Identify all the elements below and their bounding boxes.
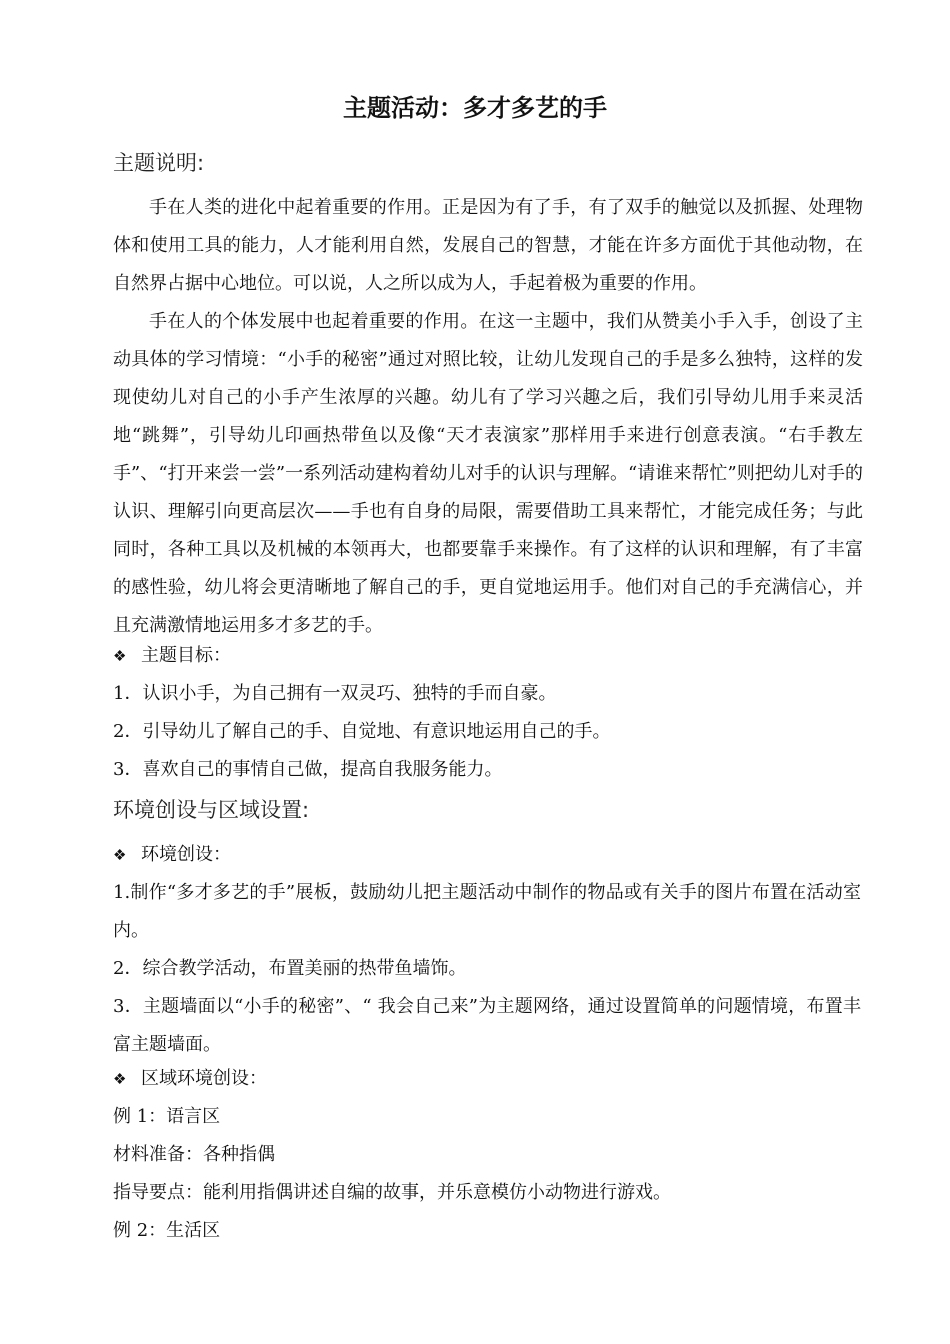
page-title: 主题活动：多才多艺的手 (343, 94, 607, 122)
goal-item-3: 3．喜欢自己的事情自己做，提高自我服务能力。 (113, 759, 503, 780)
area-example-2: 例 2：生活区 (113, 1220, 221, 1241)
area-guidance: 指导要点：能利用指偶讲述自编的故事，并乐意模仿小动物进行游戏。 (113, 1182, 671, 1203)
area-example-1: 例 1：语言区 (113, 1106, 221, 1127)
goal-item-2: 2．引导幼儿了解自己的手、自觉地、有意识地运用自己的手。 (113, 721, 611, 742)
area-label: 区域环境创设： (141, 1068, 267, 1089)
area-subheading (113, 1060, 873, 1098)
theme-paragraph-2: 手在人的个体发展中也起着重要的作用。在这一主题中，我们从赞美小手入手，创设了主动具体的学习情境：“小手的秘密”通过对照比较，让幼儿发现自己的手是多么独特，这样的发现使幼儿对自己的小手产生浓厚的兴趣。幼儿有了学习兴趣之后，我们引导幼儿用手来灵活地“跳舞”，引导幼儿印画热带鱼以及像“天才表演家”那样用手来进行创意表演。“右手教左手”、“打开来尝一尝”一系列活动建构着幼儿对手的认识与理解。“请谁来帮忙”则把幼儿对手的认识、理解引向更高层次——手也有自身的局限，需要借助工具来帮忙，才能完成任务；与此同时，各种工具以及机械的本领再大，也都要靠手来操作。有了这样的认识和理解，有了丰富的感性验，幼儿将会更清晰地了解自己的手，更自觉地运用手。他们对自己的手充满信心，并且充满激情地运用多才多艺的手。 (113, 311, 863, 636)
diamond-bullet-icon: ❖ (113, 1070, 127, 1088)
env-item-3: 3．主题墙面以“小手的秘密”、“ 我会自己来”为主题网络，通过设置简单的问题情境，布置丰富主题墙面。 (113, 996, 861, 1055)
env-item-2: 2．综合教学活动，布置美丽的热带鱼墙饰。 (113, 958, 467, 979)
goals-label: 主题目标： (141, 645, 231, 666)
diamond-bullet-icon: ❖ (113, 846, 127, 864)
theme-heading: 主题说明: (113, 151, 205, 175)
env-heading: 环境创设与区域设置: (113, 798, 310, 822)
env-label: 环境创设： (141, 844, 231, 865)
goals-heading (113, 637, 873, 675)
env-subheading (113, 836, 873, 874)
diamond-bullet-icon: ❖ (113, 647, 127, 665)
env-item-1: 1.制作“多才多艺的手”展板，鼓励幼儿把主题活动中制作的物品或有关手的图片布置在活动室内。 (113, 882, 861, 941)
goal-item-1: 1．认识小手，为自己拥有一双灵巧、独特的手而自豪。 (113, 683, 557, 704)
theme-paragraph-1: 手在人类的进化中起着重要的作用。正是因为有了手，有了双手的触觉以及抓握、处理物体和使用工具的能力，人才能利用自然，发展自己的智慧，才能在许多方面优于其他动物，在自然界占据中心地位。可以说，人之所以成为人，手起着极为重要的作用。 (113, 197, 863, 294)
area-materials: 材料准备：各种指偶 (113, 1144, 275, 1165)
